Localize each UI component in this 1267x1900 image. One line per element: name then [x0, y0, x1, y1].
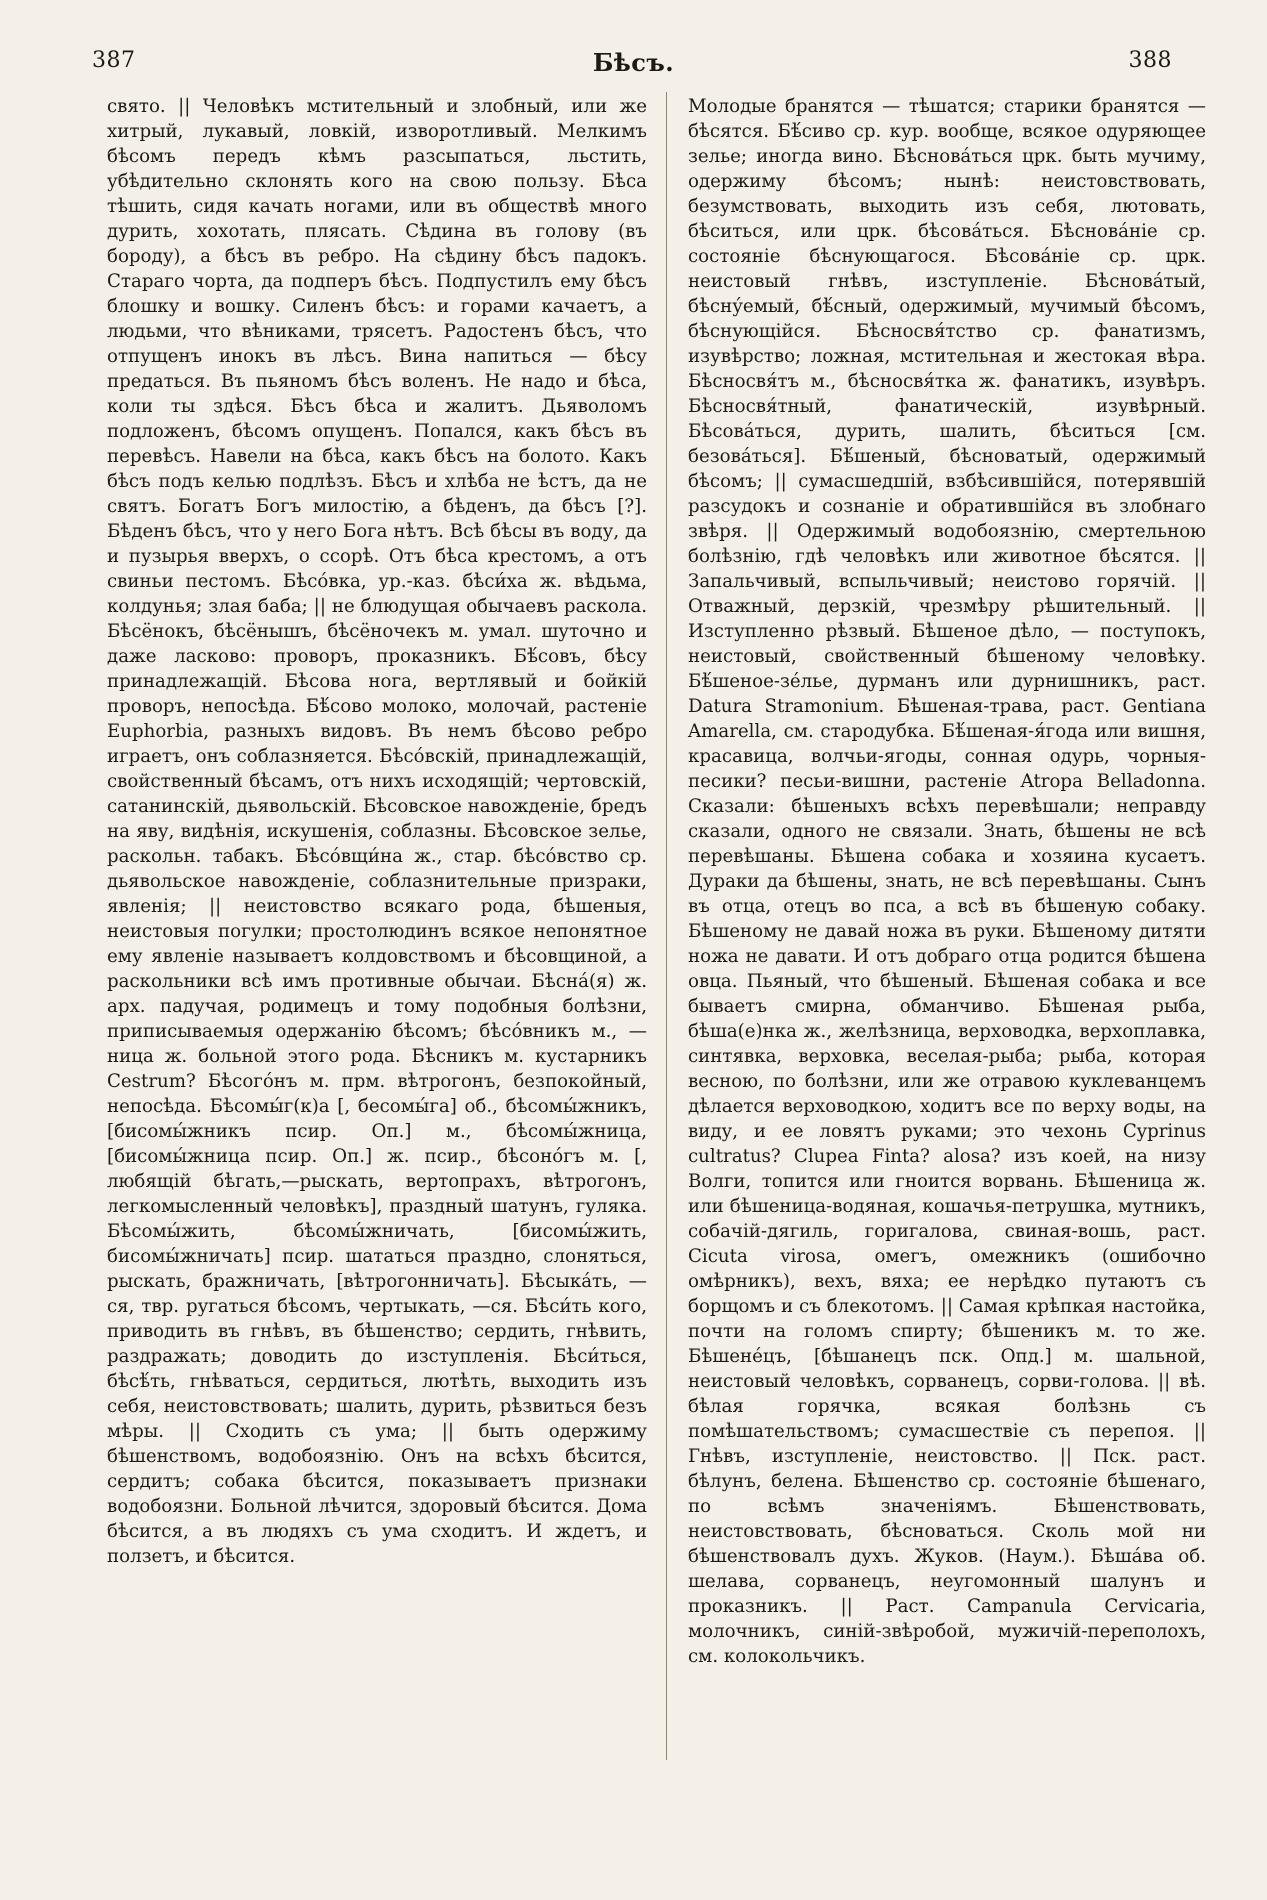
right-column [688, 94, 1206, 1669]
right-column-text: Молодые бранятся — тѣшатся; старики бранятся — бѣсятся. Бѣ́сиво ср. кур. вообще, всякое одуряющее зелье; иногда вино. Бѣснова́ться црк. быть мучиму, одержиму бѣсомъ; нынѣ: неистовствовать, безумствовать, выходить изъ себя, лютовать, бѣситься, или црк. бѣсова́ться. Бѣснова́ніе ср. состояніе бѣснующагося. Бѣсова́ніе ср. црк. неистовый гнѣвъ, изступленіе. Бѣснова́тый, бѣсну́емый, бѣ́сный, одержимый, мучимый бѣсомъ, бѣснующійся. Бѣсносвя́тство ср. фанатизмъ, изувѣрство; ложная, мстительная и жестокая вѣра. Бѣсносвя́тъ м., бѣсносвя́тка ж. фанатикъ, изувѣръ. Бѣсносвя́тный, фанатическій, изувѣрный. Бѣсова́ться, дурить, шалить, бѣситься [см. безова́ться]. Бѣ́шеный, бѣсноватый, одержимый бѣсомъ; || сумасшедшій, взбѣсившійся, потерявшій разсудокъ и сознаніе и обратившійся въ злобнаго звѣря. || Одержимый водобоязнію, смертельною болѣзнію, гдѣ человѣкъ или животное бѣсятся. || Запальчивый, вспыльчивый; неистово горячій. || Отважный, дерзкій, чрезмѣру рѣшительный. || Изступленно рѣзвый. Бѣшеное дѣло, — поступокъ, неистовый, свойственный бѣшеному человѣку. Бѣ́шеное-зе́лье, дурманъ или дурнишникъ, раст. Datura Stramonium. Бѣшеная-трава, раст. Gentiana Amarella, см. стародубка. Бѣ́шеная-я́года или вишня, красавица, волчьи-ягоды, сонная одурь, чорныя-песики? песьи-вишни, растеніе Atropa Belladonna. Сказали: бѣшеныхъ всѣхъ перевѣшали; неправду сказали, одного не связали. Знать, бѣшены не всѣ перевѣшаны. Бѣшена собака и хозяина кусаетъ. Дураки да бѣшены, знать, не всѣ перевѣшаны. Сынъ въ отца, отецъ во пса, а всѣ въ бѣшеную собаку. Бѣшеному не давай ножа въ руки. Бѣшеному дитяти ножа не давати. И отъ добраго отца родится бѣшена овца. Пьяный, что бѣшеный. Бѣшеная собака и все бываетъ смирна, обманчиво. Бѣшеная рыба, бѣша(е)нка ж., желѣзница, верховодка, верхоплавка, синтявка, верховка, веселая-рыба; рыба, которая весною, по болѣзни, или же отравою куклеванцемъ дѣлается верховодкою, ходитъ все по верху воды, на виду, и ее ловятъ руками; это чехонь Cyprinus cultratus? Clupea Finta? alosa? изъ коей, на низу Волги, топится или гноится ворвань. Бѣшеница ж. или бѣшеница-водяная, кошачья-петрушка, мутникъ, собачій-дягиль, горигалова, свиная-вошь, раст. Cicuta virosa, омегъ, омежникъ (ошибочно омѣрникъ), вехъ, вяха; ее нерѣдко путаютъ съ борщомъ и съ блекотомъ. || Самая крѣпкая настойка, почти на голомъ спирту; бѣшеникъ м. то же. Бѣшене́цъ, [бѣшанецъ пск. Опд.] м. шальной, неистовый человѣкъ, сорванецъ, сорви-голова. || вѣ. бѣлая горячка, всякая болѣзнь съ помѣшательствомъ; сумасшествіе съ перепоя. || Гнѣвъ, изступленіе, неистовство. || Пск. раст. бѣлунъ, белена. Бѣшенство ср. состояніе бѣшенаго, по всѣмъ значеніямъ. Бѣшенствовать, неистовствовать, бѣсноваться. Сколь мой ни бѣшенствовалъ духъ. Жуков. (Наум.). Бѣша́ва об. шелава, сорванецъ, неугомонный шалунъ и проказникъ. || Раст. Campanula Cervicaria, молочникъ, синій-звѣробой, мужичій-переполохъ, см. колокольчикъ. [688, 96, 1206, 1667]
running-head: Бѣсъ. [592, 48, 675, 77]
column-divider [666, 92, 667, 1760]
left-column-text: свято. || Человѣкъ мстительный и злобный, или же хитрый, лукавый, ловкій, изворотливый. Мелкимъ бѣсомъ передъ кѣмъ разсыпаться, льстить, убѣдительно склонять кого на свою пользу. Бѣса тѣшить, сидя качать ногами, или въ обществѣ много дурить, хохотать, плясать. Сѣдина въ голову (въ бороду), а бѣсъ въ ребро. На сѣдину бѣсъ падокъ. Стараго чорта, да подперъ бѣсъ. Подпустилъ ему бѣсъ блошку и вошку. Силенъ бѣсъ: и горами качаетъ, а людьми, что вѣниками, трясетъ. Радостенъ бѣсъ, что отпущенъ инокъ въ лѣсъ. Вина напиться — бѣсу предаться. Въ пьяномъ бѣсъ воленъ. Не надо и бѣса, коли ты здѣся. Бѣсъ бѣса и жалитъ. Дьяволомъ подложенъ, бѣсомъ опущенъ. Попался, какъ бѣсъ въ перевѣсъ. Навели на бѣса, какъ бѣсъ на болото. Какъ бѣсъ подъ келью подлѣзъ. Бѣсъ и хлѣба не ѣстъ, да не святъ. Богатъ Богъ милостію, а бѣденъ, да бѣсъ [?]. Бѣденъ бѣсъ, что у него Бога нѣтъ. Всѣ бѣсы въ воду, да и пузырья вверхъ, о ссорѣ. Отъ бѣса крестомъ, а отъ свиньи пестомъ. Бѣсо́вка, ур.-каз. бѣси́ха ж. вѣдьма, колдунья; злая баба; || не блюдущая обычаевъ раскола. Бѣсёнокъ, бѣсёнышъ, бѣсёночекъ м. умал. шуточно и даже ласково: проворъ, проказникъ. Бѣ́совъ, бѣсу принадлежащій. Бѣсова нога, вертлявый и бойкій проворъ, непосѣда. Бѣ́сово молоко, молочай, растеніе Euphorbia, разныхъ видовъ. Въ немъ бѣсово ребро играетъ, онъ соблазняется. Бѣсо́вскій, принадлежащій, свойственный бѣсамъ, отъ нихъ исходящій; чертовскій, сатанинскій, дьявольскій. Бѣсовское навожденіе, бредъ на яву, видѣнія, искушенія, соблазны. Бѣсовское зелье, раскольн. табакъ. Бѣсо́вщи́на ж., стар. бѣсо́вство ср. дьявольское навожденіе, соблазнительные призраки, явленія; || неистовство всякаго рода, бѣшеныя, неистовыя погулки; простолюдинъ всякое непонятное ему явленіе называетъ колдовствомъ и бѣсовщиной, а раскольники всѣ имъ противные обычаи. Бѣсна́(я) ж. арх. падучая, родимецъ и тому подобныя болѣзни, приписываемыя одержанію бѣсомъ; бѣсо́вникъ м., —ница ж. больной этого рода. Бѣсникъ м. кустарникъ Cestrum? Бѣсого́нъ м. прм. вѣтрогонъ, безпокойный, непосѣда. Бѣсомы́г(к)а [, бесомы́га] об., бѣсомы́жникъ, [бисомы́жникъ псир. Оп.] м., бѣсомы́жница, [бисомы́жница псир. Оп.] ж. псир., бѣсоно́гъ м. [, любящій бѣгать,—рыскать, вертопрахъ, вѣтрогонъ, легкомысленный человѣкъ], праздный шатунъ, гуляка. Бѣсомы́жить, бѣсомы́жничать, [бисомы́жить, бисомы́жничать] псир. шататься праздно, слоняться, рыскать, бражничать, [вѣтрогонничать]. Бѣсыка́ть, —ся, твр. ругаться бѣсомъ, чертыкать, —ся. Бѣси́ть кого, приводить въ гнѣвъ, въ бѣшенство; сердить, гнѣвить, раздражать; доводить до изступленія. Бѣси́ться, бѣсѣ́ть, гнѣваться, сердиться, лютѣть, выходить изъ себя, неистовствовать; шалить, дурить, рѣзвиться безъ мѣры. || Сходить съ ума; || быть одержиму бѣшенствомъ, водобоязнію. Онъ на всѣхъ бѣсится, сердитъ; собака бѣсится, показываетъ признаки водобоязни. Больной лѣчится, здоровый бѣсится. Дома бѣсится, а въ людяхъ съ ума сходитъ. И ждетъ, и ползетъ, и бѣсится. [107, 96, 647, 1567]
left-page-number: 387 [92, 48, 136, 73]
right-page-number: 388 [1128, 48, 1172, 73]
left-column [107, 94, 647, 1569]
